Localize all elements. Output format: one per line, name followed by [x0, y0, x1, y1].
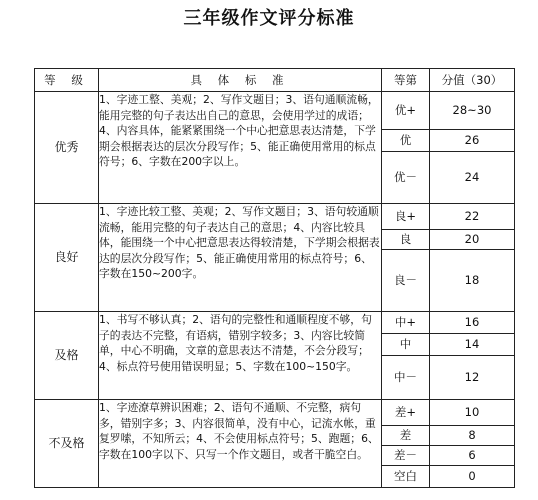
- score-cell: 28~30: [430, 92, 515, 130]
- grade-cell: 差－: [382, 446, 430, 466]
- score-cell: 24: [430, 152, 515, 204]
- score-cell: 12: [430, 356, 515, 400]
- table-row: [35, 204, 515, 230]
- score-cell: 0: [430, 466, 515, 488]
- grade-cell: 中: [382, 334, 430, 356]
- level-description-pass: 1、书写不够认真；2、语句的完整性和通顺程度不够，句子的表达不完整，有语病，错别字较多；3、内容比较简单，中心不明确，文章的意思表达不清楚，不会分段写；4、标点符号使用错误明显；5、字数在100~150字。: [99, 312, 382, 400]
- table-row: [35, 312, 515, 334]
- level-description-good: 1、字迹比较工整、美观；2、写作文题目；3、语句较通顺流畅，能用完整的句子表达自己的意思；4、内容比较具体，能围绕一个中心把意思表达得较清楚，下学期会根据表达的层次分段写作；5、能正确使用常用的标点符号；6、字数在150~200字。: [99, 204, 382, 312]
- header-row: [35, 69, 515, 92]
- grade-cell: 良+: [382, 204, 430, 230]
- score-cell: 26: [430, 130, 515, 152]
- grade-cell: 中－: [382, 356, 430, 400]
- grade-cell: 空白: [382, 466, 430, 488]
- score-cell: 20: [430, 230, 515, 250]
- score-cell: 16: [430, 312, 515, 334]
- grade-cell: 良－: [382, 250, 430, 312]
- grade-cell: 优: [382, 130, 430, 152]
- header-score: 分值（30）: [430, 69, 515, 92]
- level-name-fail: 不及格: [35, 400, 99, 488]
- table-row: [35, 400, 515, 426]
- score-cell: 18: [430, 250, 515, 312]
- grade-cell: 中+: [382, 312, 430, 334]
- score-cell: 10: [430, 400, 515, 426]
- header-level: 等 级: [35, 69, 99, 92]
- page-title: 三年级作文评分标准: [183, 8, 355, 29]
- grade-cell: 差: [382, 426, 430, 446]
- rubric-table: [34, 68, 515, 488]
- score-cell: 22: [430, 204, 515, 230]
- score-cell: 8: [430, 426, 515, 446]
- score-cell: 6: [430, 446, 515, 466]
- table-row: [35, 92, 515, 130]
- level-name-excellent: 优秀: [35, 92, 99, 204]
- level-description-fail: 1、字迹潦草辨识困难；2、语句不通顺、不完整，病句多，错别字多；3、内容很简单，没有中心，记流水帐，重复罗嗦，不知所云；4、不会使用标点符号；5、跑题；6、字数在100字以下、只写一个作文题目，或者干脆空白。: [99, 400, 382, 488]
- level-description-excellent: 1、字迹工整、美观；2、写作文题目；3、语句通顺流畅，能用完整的句子表达出自己的意思，会使用学过的成语；4、内容具体，能紧紧围绕一个中心把意思表达清楚，下学期会根据表达的层次分段写作；5、能正确使用常用的标点符号；6、字数在200字以上。: [99, 92, 382, 204]
- level-name-good: 良好: [35, 204, 99, 312]
- header-grade: 等第: [382, 69, 430, 92]
- grade-cell: 优－: [382, 152, 430, 204]
- header-standard: 具 体 标 准: [99, 69, 382, 92]
- level-name-pass: 及格: [35, 312, 99, 400]
- grade-cell: 良: [382, 230, 430, 250]
- score-cell: 14: [430, 334, 515, 356]
- grade-cell: 优+: [382, 92, 430, 130]
- grade-cell: 差+: [382, 400, 430, 426]
